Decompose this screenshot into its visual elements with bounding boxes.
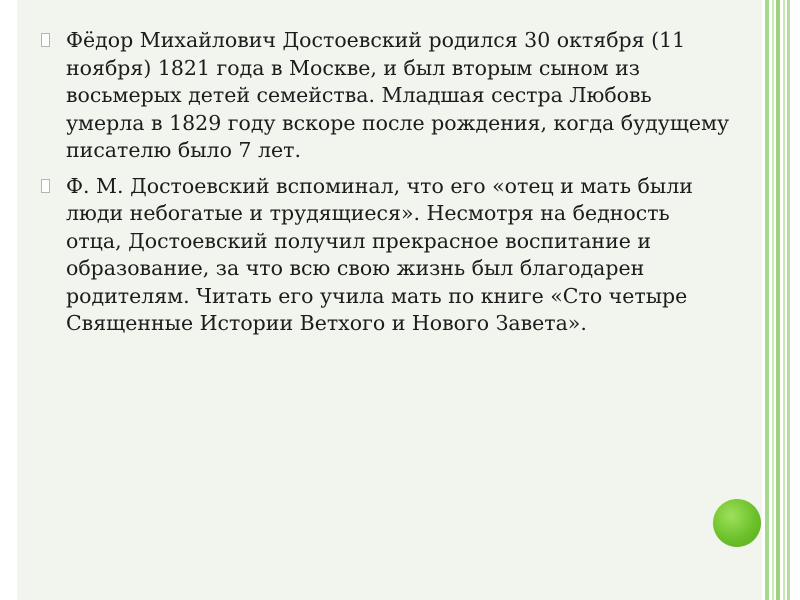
- paragraph-text: Фёдор Михайлович Достоевский родился 30 октября (11 ноября) 1821 года в Москве, и был вторым сыном из восьмерых детей семейства. Младшая сестра Любовь умерла в 1829 году вскоре после рождения, когда будущему писателю было 7 лет.: [66, 28, 730, 162]
- decorative-stripes: [762, 0, 800, 600]
- bullet-item-upbringing: [40, 173, 730, 338]
- bullet-list: [40, 27, 730, 346]
- bullet-item-birth: [40, 27, 730, 165]
- green-circle-icon: [713, 499, 761, 547]
- paragraph-text: Ф. М. Достоевский вспоминал, что его «отец и мать были люди небогатые и трудящиеся». Несмотря на бедность отца, Достоевский получил прекрасное воспитание и образование, за что всю свою жизнь был благодарен родителям. Читать его учила мать по книге «Сто четыре Священные Истории Ветхого и Нового Завета».: [66, 173, 693, 335]
- bullet-square-icon: [41, 179, 50, 193]
- bullet-square-icon: [41, 33, 50, 47]
